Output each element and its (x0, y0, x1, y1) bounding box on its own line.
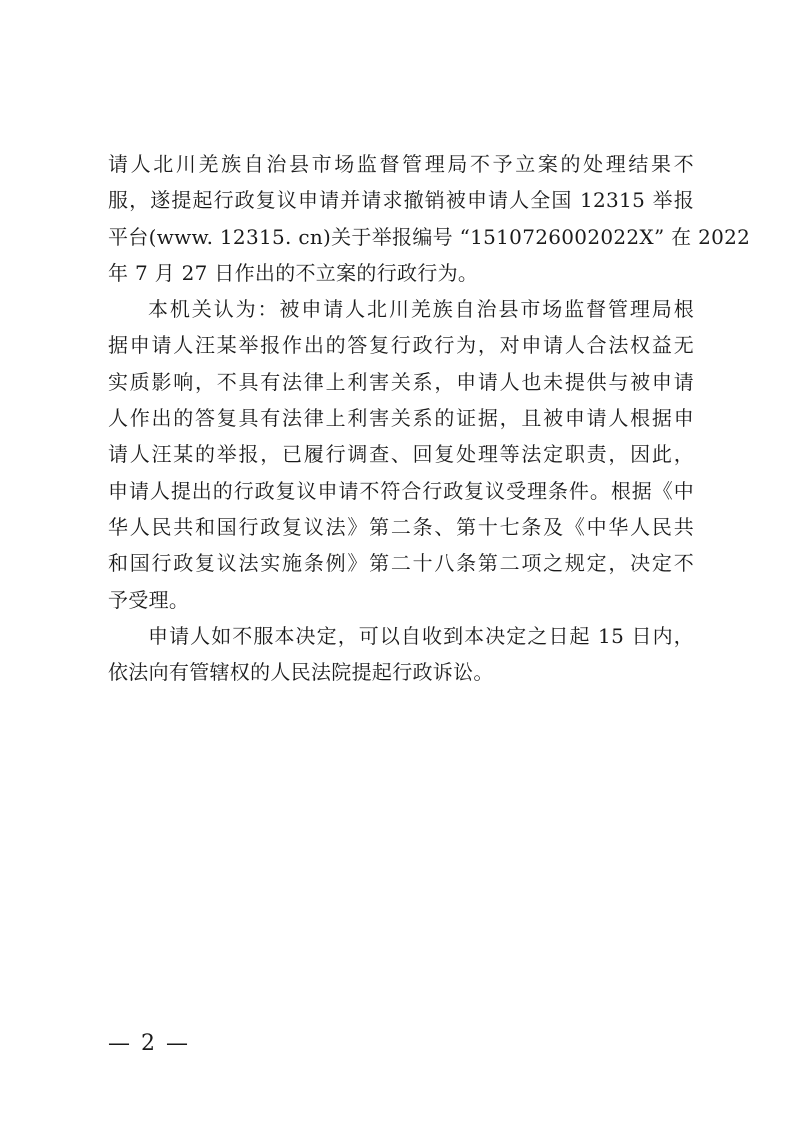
paragraph-2-line-3: 实质影响，不具有法律上利害关系，申请人也未提供与被申请 (108, 369, 694, 394)
document-body (108, 146, 751, 690)
paragraph-1-line-2: 服，遂提起行政复议申请并请求撤销被申请人全国 12315 举报 (108, 188, 694, 213)
paragraph-2-line-8: 和国行政复议法实施条例》第二十八条第二项之规定，决定不 (108, 551, 694, 576)
paragraph-1-line-3: 平台(www. 12315. cn)关于举报编号 “1510726002022X” 在 2022 (108, 224, 751, 249)
paragraph-2-line-5: 请人汪某的举报，已履行调查、回复处理等法定职责，因此， (108, 442, 694, 467)
paragraph-2-line-1: 本机关认为：被申请人北川羌族自治县市场监督管理局根 (148, 297, 694, 322)
paragraph-2-line-2: 据申请人汪某举报作出的答复行政行为，对申请人合法权益无 (108, 333, 694, 358)
paragraph-3-line-2: 依法向有管辖权的人民法院提起行政诉讼。 (108, 660, 494, 685)
paragraph-1-line-1: 请人北川羌族自治县市场监督管理局不予立案的处理结果不 (108, 152, 694, 176)
page-number: — 2 — (108, 1031, 190, 1056)
paragraph-2-line-7: 华人民共和国行政复议法》第二条、第十七条及《中华人民共 (108, 514, 694, 539)
paragraph-1-line-4: 年 7 月 27 日作出的不立案的行政行为。 (108, 260, 479, 285)
paragraph-2-line-4: 人作出的答复具有法律上利害关系的证据，且被申请人根据申 (108, 406, 694, 431)
paragraph-2-line-6: 申请人提出的行政复议申请不符合行政复议受理条件。根据《中 (108, 478, 694, 503)
paragraph-3-line-1: 申请人如不服本决定，可以自收到本决定之日起 15 日内， (148, 623, 694, 648)
paragraph-2-line-9: 予受理。 (108, 587, 190, 612)
